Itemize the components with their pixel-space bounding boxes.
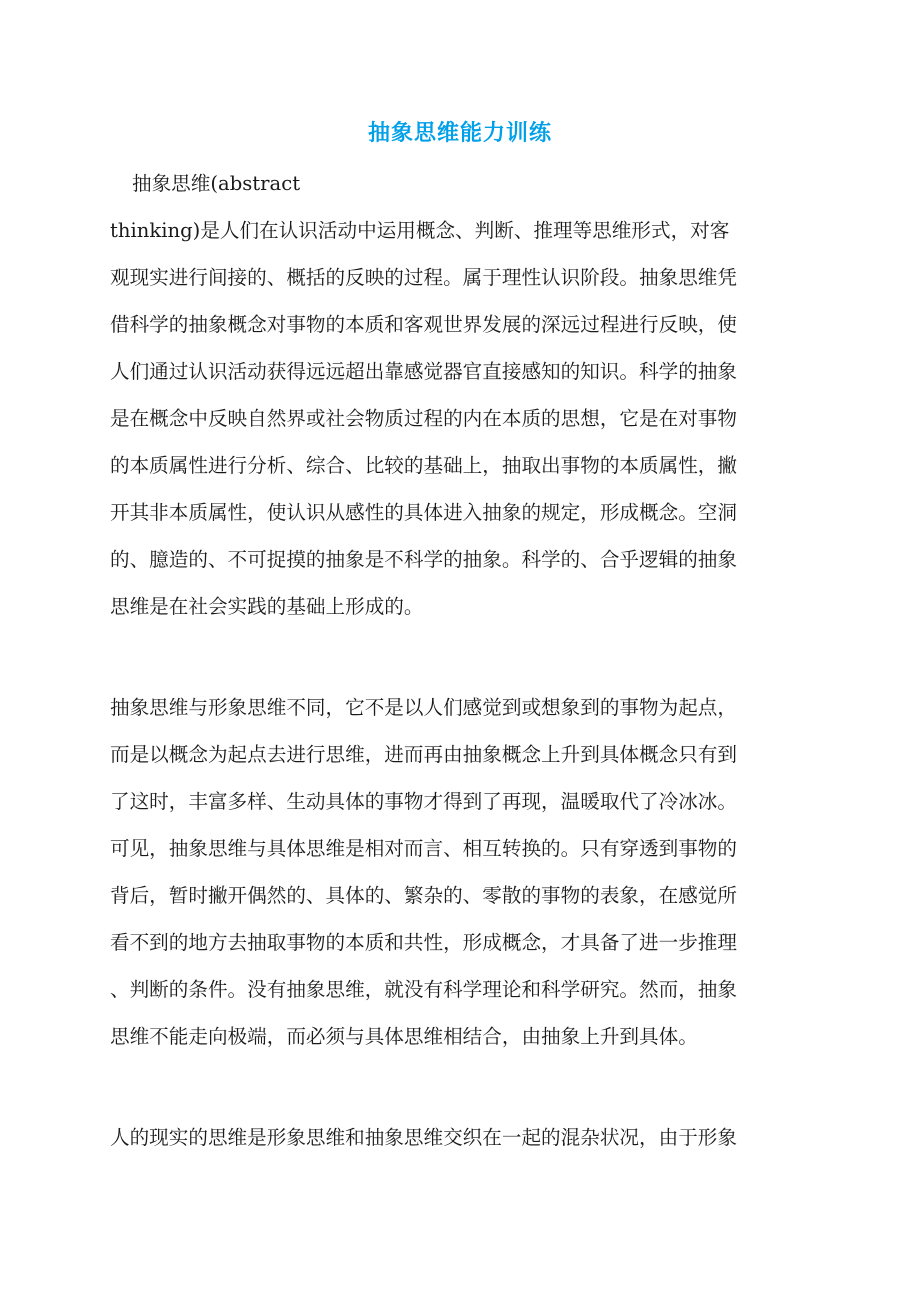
document-title: 抽象思维能力训练 xyxy=(367,120,552,146)
text-line: 的、臆造的、不可捉摸的抽象是不科学的抽象。科学的、合乎逻辑的抽象 xyxy=(110,548,737,571)
text-line: thinking)是人们在认识活动中运用概念、判断、推理等思维形式，对客 xyxy=(110,219,730,242)
text-line: 抽象思维(abstract xyxy=(132,172,301,195)
text-line: 观现实进行间接的、概括的反映的过程。属于理性认识阶段。抽象思维凭 xyxy=(110,266,737,289)
text-line: 思维不能走向极端，而必须与具体思维相结合，由抽象上升到具体。 xyxy=(110,1025,698,1048)
text-line: 了这时，丰富多样、生动具体的事物才得到了再现，温暖取代了冷冰冰。 xyxy=(110,790,737,813)
text-line: 开其非本质属性，使认识从感性的具体进入抽象的规定，形成概念。空洞 xyxy=(110,501,737,524)
text-line: 人们通过认识活动获得远远超出靠感觉器官直接感知的知识。科学的抽象 xyxy=(110,360,737,383)
text-line: 抽象思维与形象思维不同，它不是以人们感觉到或想象到的事物为起点， xyxy=(110,696,737,719)
text-line: 、判断的条件。没有抽象思维，就没有科学理论和科学研究。然而，抽象 xyxy=(110,978,737,1001)
text-line: 是在概念中反映自然界或社会物质过程的内在本质的思想，它是在对事物 xyxy=(110,407,737,430)
text-line: 背后，暂时撇开偶然的、具体的、繁杂的、零散的事物的表象，在感觉所 xyxy=(110,884,737,907)
text-line: 看不到的地方去抽取事物的本质和共性，形成概念，才具备了进一步推理 xyxy=(110,931,737,954)
text-line: 可见，抽象思维与具体思维是相对而言、相互转换的。只有穿透到事物的 xyxy=(110,837,737,860)
text-line: 而是以概念为起点去进行思维，进而再由抽象概念上升到具体概念只有到 xyxy=(110,743,737,766)
text-line: 人的现实的思维是形象思维和抽象思维交织在一起的混杂状况，由于形象 xyxy=(110,1126,737,1149)
text-line: 借科学的抽象概念对事物的本质和客观世界发展的深远过程进行反映，使 xyxy=(110,313,737,336)
text-line: 思维是在社会实践的基础上形成的。 xyxy=(110,595,424,618)
text-line: 的本质属性进行分析、综合、比较的基础上，抽取出事物的本质属性，撇 xyxy=(110,454,737,477)
